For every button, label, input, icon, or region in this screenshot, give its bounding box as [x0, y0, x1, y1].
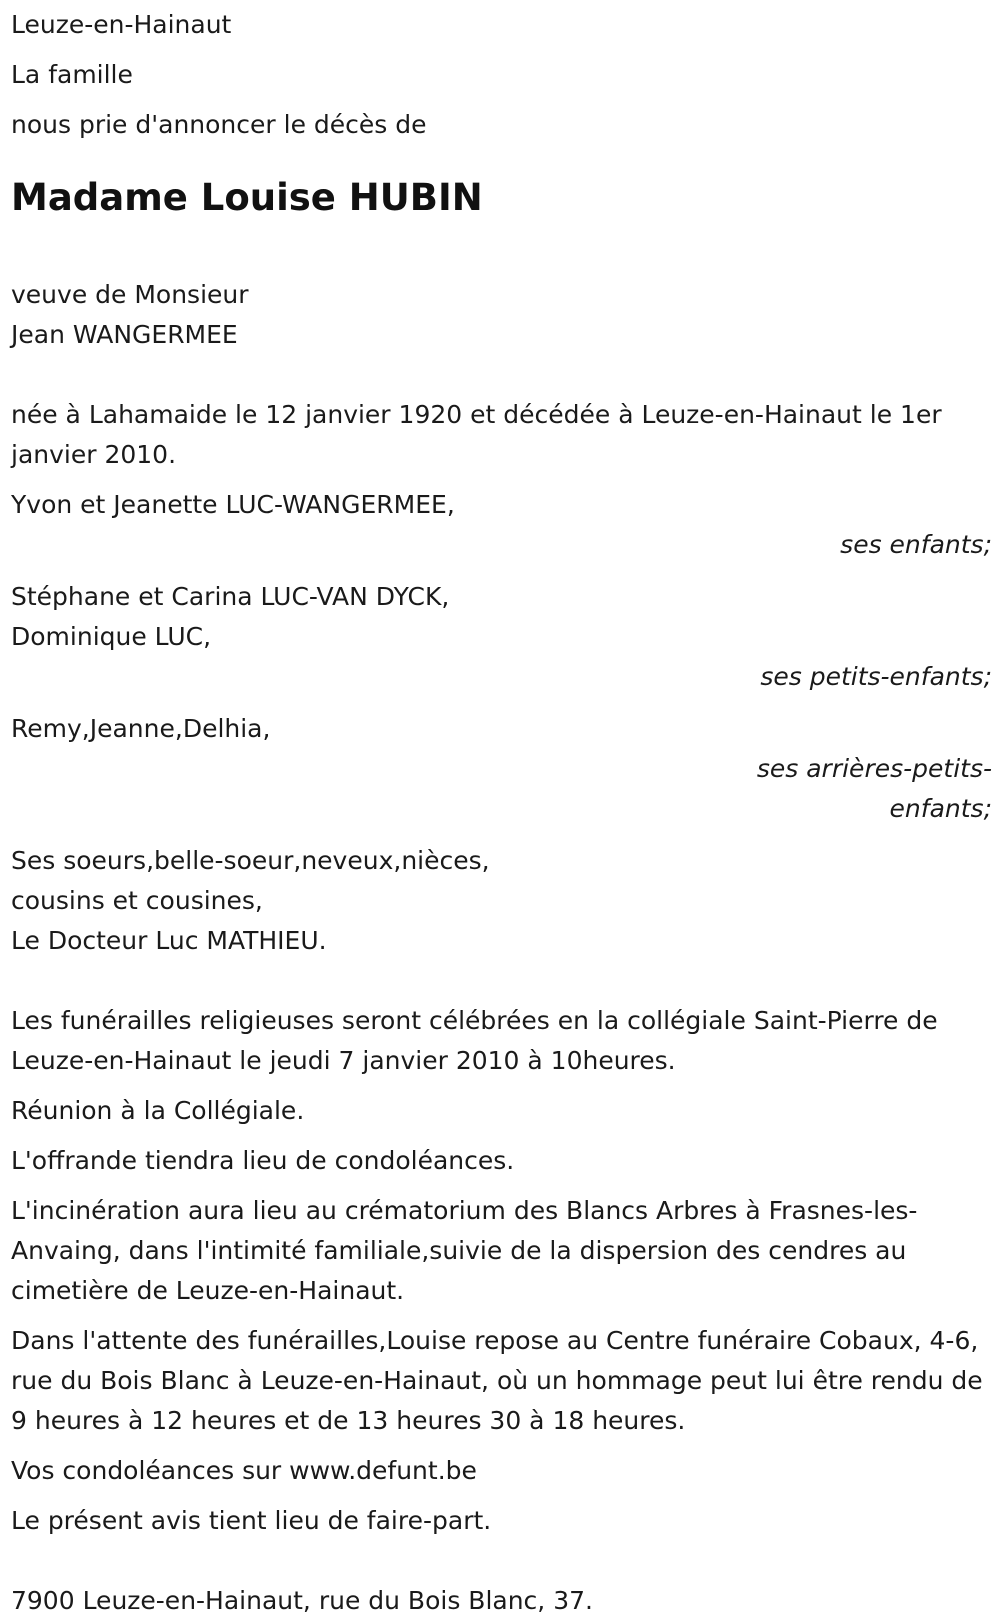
grandchildren-role: ses petits-enfants;	[760, 662, 992, 691]
birth-death: née à Lahamaide le 12 janvier 1920 et décédée à Leuze-en-Hainaut le 1er janvier 2010.	[11, 400, 942, 469]
funeral-meeting: Réunion à la Collégiale.	[11, 1096, 305, 1125]
funeral-rest: Dans l'attente des funérailles,Louise repose au Centre funéraire Cobaux, 4-6, rue du Bois Blanc à Leuze-en-Hainaut, où un hommage peut lui être rendu de 9 heures à 12 heures et de 13 heures 30 à 18 heures.	[11, 1326, 983, 1435]
grandchildren-group	[11, 577, 992, 697]
grandchildren-name: Dominique LUC,	[11, 622, 212, 651]
notice: Le présent avis tient lieu de faire-part.	[11, 1506, 492, 1535]
great-grandchildren-group	[11, 709, 992, 829]
address: 7900 Leuze-en-Hainaut, rue du Bois Blanc, 37.	[11, 1586, 593, 1615]
great-grandchildren-role: ses arrières-petits-enfants;	[756, 754, 992, 823]
funeral-cremation: L'incinération aura lieu au crématorium des Blancs Arbres à Frasnes-les-Anvaing, dans l'intimité familiale,suivie de la dispersion des cendres au cimetière de Leuze-en-Hainaut.	[11, 1196, 918, 1305]
deceased-name: Madame Louise HUBIN	[11, 176, 483, 219]
funeral-offering: L'offrande tiendra lieu de condoléances.	[11, 1146, 515, 1175]
condolences-link-text: Vos condoléances sur www.defunt.be	[11, 1456, 477, 1485]
city: Leuze-en-Hainaut	[11, 10, 232, 39]
grandchildren-name: Stéphane et Carina LUC-VAN DYCK,	[11, 582, 450, 611]
others-line: Le Docteur Luc MATHIEU.	[11, 926, 327, 955]
others-line: cousins et cousines,	[11, 886, 263, 915]
widow-line-2: Jean WANGERMEE	[11, 320, 238, 349]
great-grandchildren-name: Remy,Jeanne,Delhia,	[11, 714, 271, 743]
children-group	[11, 485, 992, 565]
others-line: Ses soeurs,belle-soeur,neveux,nièces,	[11, 846, 490, 875]
funeral-ceremony: Les funérailles religieuses seront célébrées en la collégiale Saint-Pierre de Leuze-en-Hainaut le jeudi 7 janvier 2010 à 10heures.	[11, 1006, 938, 1075]
children-name: Yvon et Jeanette LUC-WANGERMEE,	[11, 490, 455, 519]
widow-line-1: veuve de Monsieur	[11, 280, 249, 309]
family-intro: La famille	[11, 60, 133, 89]
children-role: ses enfants;	[840, 530, 992, 559]
announcement: nous prie d'annoncer le décès de	[11, 110, 427, 139]
